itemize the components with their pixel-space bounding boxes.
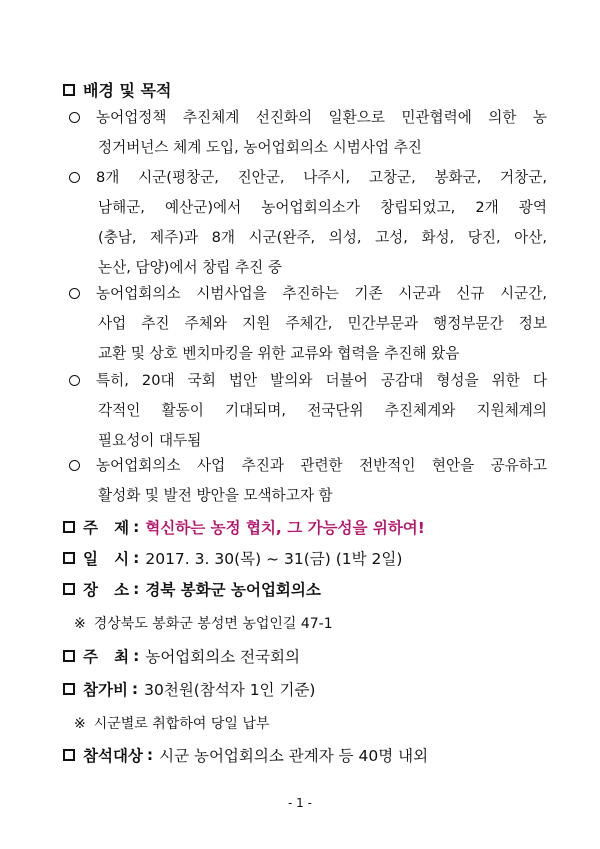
- bullet-item: [69, 366, 547, 456]
- note-text: 경상북도 봉화군 봉성면 농업인길 47-1: [93, 616, 333, 632]
- field-label: 참석대상: [83, 747, 143, 765]
- field-label: 참가비: [83, 681, 128, 699]
- circle-bullet-icon: [69, 460, 80, 471]
- bullet-line: 교환 및 상호 벤치마킹을 위한 교류와 협력을 추진해 왔음: [98, 345, 460, 362]
- bullet-line: 활성화 및 발전 방안을 모색하고자 함: [98, 487, 333, 504]
- bullet-item: [69, 103, 547, 163]
- bullet-line: 8개 시군(평창군, 진안군, 나주시, 고창군, 봉화군, 거창군,: [96, 169, 547, 186]
- checkbox-square-icon: [63, 84, 75, 96]
- bullet-line: (충남, 제주)과 8개 시군(완주, 의성, 고성, 화성, 당진, 아산,: [98, 229, 547, 246]
- colon: :: [131, 680, 139, 698]
- bullet-line: 특히, 20대 국회 법안 발의와 더불어 공감대 형성을 위한 다: [96, 372, 547, 389]
- bullet-line: 농어업회의소 시범사업을 추진하는 기존 시군과 신규 시군간,: [96, 285, 547, 302]
- fee-note: [74, 713, 269, 733]
- section-title-text: 배경 및 목적: [83, 81, 172, 100]
- note-text: 시군별로 취합하여 당일 납부: [93, 716, 270, 732]
- checkbox-square-icon: [63, 552, 75, 564]
- bullet-line: 농어업회의소 사업 추진과 관련한 전반적인 현안을 공유하고: [96, 457, 547, 474]
- circle-bullet-icon: [69, 288, 80, 299]
- field-label: 일 시: [83, 550, 130, 568]
- fee-value: 30천원(참석자 1인 기준): [144, 681, 316, 699]
- checkbox-square-icon: [63, 749, 75, 761]
- bullet-line: 논산, 담양)에서 창립 추진 중: [98, 259, 282, 276]
- field-label: 장 소: [83, 581, 130, 599]
- colon: :: [133, 580, 140, 598]
- date-value: 2017. 3. 30(목) ~ 31(금) (1박 2일): [145, 550, 403, 568]
- theme-value: 혁신하는 농정 협치, 그 가능성을 위하여!: [145, 519, 425, 537]
- bullet-line: 남해군, 예산군)에서 농어업회의소가 창립되었고, 2개 광역: [98, 199, 547, 216]
- checkbox-square-icon: [63, 650, 75, 662]
- colon: :: [146, 746, 154, 764]
- circle-bullet-icon: [69, 172, 80, 183]
- bullet-item: [69, 163, 547, 283]
- checkbox-square-icon: [63, 521, 75, 533]
- field-place: [63, 578, 321, 600]
- circle-bullet-icon: [69, 375, 80, 386]
- bullet-line: 농어업정책 추진체계 선진화의 일환으로 민관협력에 의한 농: [96, 109, 547, 126]
- bullet-item: [69, 451, 547, 511]
- field-label: 주 제: [83, 519, 130, 537]
- bullet-line: 사업 추진 주체와 지원 주체간, 민간부문과 행정부문간 정보: [98, 315, 547, 332]
- bullet-item: [69, 279, 547, 369]
- page-number: - 1 -: [288, 796, 312, 810]
- field-date: [63, 547, 402, 569]
- field-theme: [63, 516, 425, 538]
- colon: :: [133, 518, 140, 536]
- checkbox-square-icon: [63, 583, 75, 595]
- note-mark: ※: [74, 616, 86, 632]
- place-value: 경북 봉화군 농어업회의소: [145, 581, 321, 599]
- field-host: [63, 645, 300, 667]
- circle-bullet-icon: [69, 112, 80, 123]
- colon: :: [133, 647, 140, 665]
- colon: :: [133, 549, 140, 567]
- host-value: 농어업회의소 전국회의: [145, 648, 301, 666]
- field-fee: [63, 678, 315, 700]
- place-note: [74, 613, 333, 633]
- field-label: 주 최: [83, 648, 130, 666]
- note-mark: ※: [74, 716, 86, 732]
- bullet-line: 정거버넌스 체계 도입, 농어업회의소 시범사업 추진: [98, 139, 422, 156]
- bullet-line: 필요성이 대두됨: [98, 432, 202, 449]
- attendees-value: 시군 농어업회의소 관계자 등 40명 내외: [159, 747, 429, 765]
- field-attendees: [63, 744, 428, 766]
- checkbox-square-icon: [63, 683, 75, 695]
- section-title-background: [63, 78, 171, 101]
- bullet-line: 각적인 활동이 기대되며, 전국단위 추진체계와 지원체계의: [98, 402, 547, 419]
